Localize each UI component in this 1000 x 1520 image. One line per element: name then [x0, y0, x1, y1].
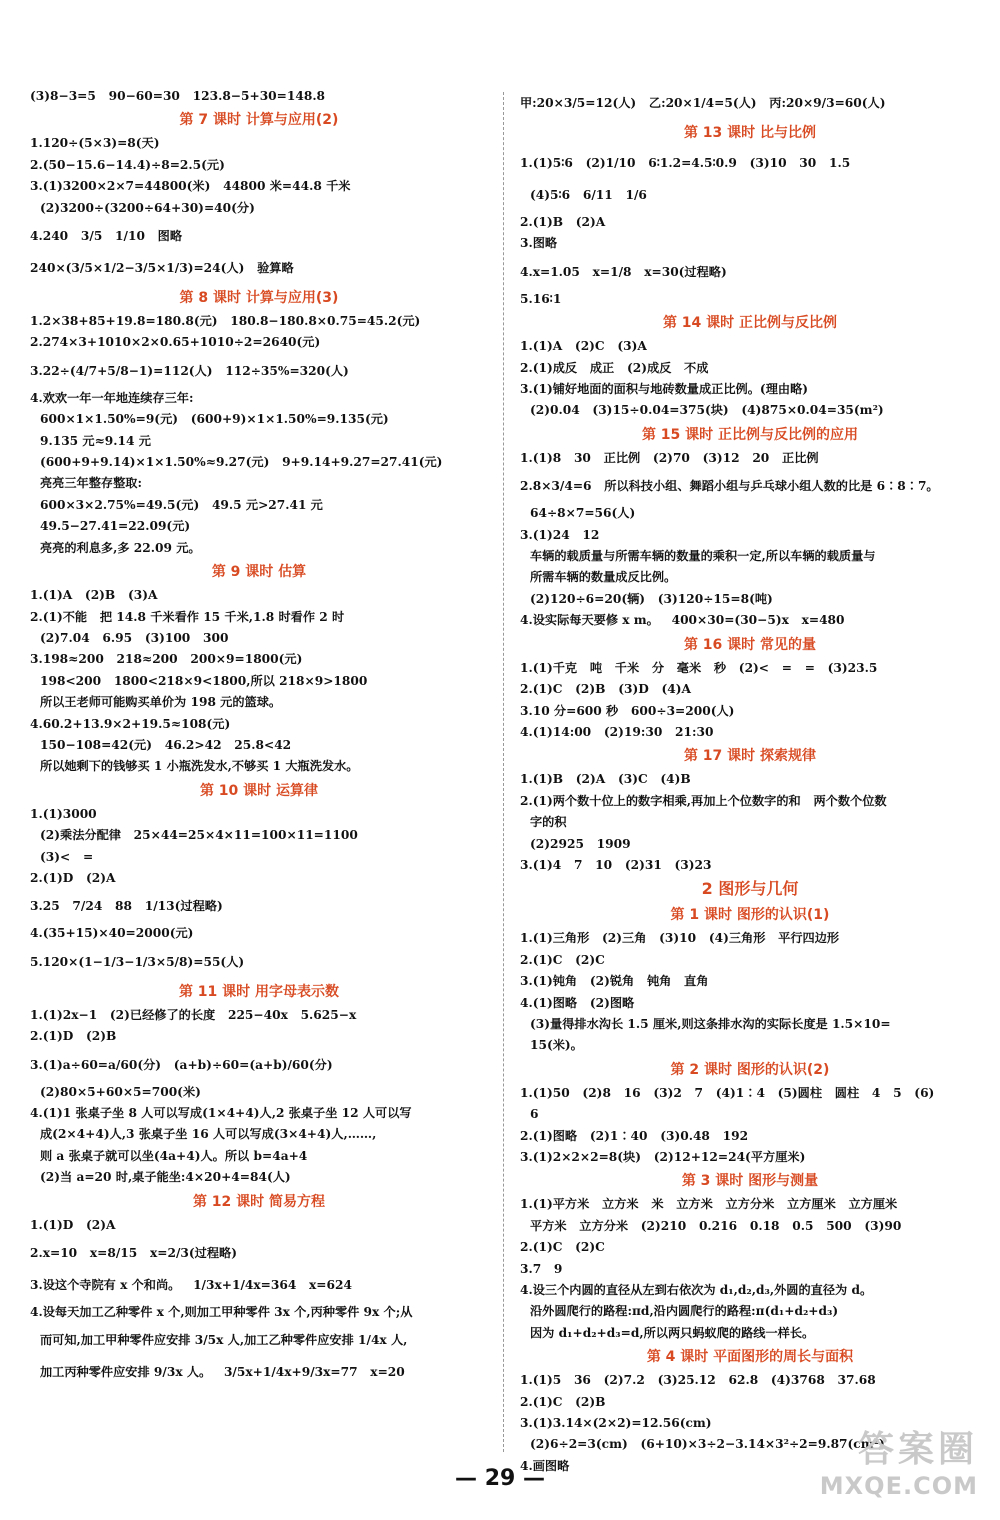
answer-line: (4)5∶6 6/11 1/6: [530, 188, 647, 202]
page-number: — 29 —: [455, 1466, 545, 1491]
answer-line: 亮亮三年整存整取:: [40, 476, 142, 491]
answer-line: 1.(1)2x−1 (2)已经修了的长度 225−40x 5.625−x: [30, 1007, 357, 1022]
answer-line: 5.120×(1−1/3−1/3×5/8)=55(人): [30, 954, 245, 969]
answer-line: 4.60.2+13.9×2+19.5≈108(元): [30, 716, 231, 731]
answer-line: 所需车辆的数量成反比例。: [530, 570, 677, 585]
answer-line: 1.(1)平方米 立方米 米 立方米 立方分米 立方厘米 立方厘米: [520, 1197, 898, 1212]
answer-line: 而可知,加工甲种零件应安排 3/5x 人,加工乙种零件应安排 1/4x 人,: [40, 1333, 408, 1348]
answer-line: 2.(50−15.6−14.4)÷8=2.5(元): [30, 157, 225, 172]
answer-line: (2)3200÷(3200÷64+30)=40(分): [40, 200, 255, 215]
answer-line: 1.120÷(5×3)=8(天): [30, 136, 160, 151]
answer-line: 2.(1)不能 把 14.8 千米看作 15 千米,1.8 时看作 2 时: [30, 609, 345, 624]
answer-line: (2)2925 1909: [530, 836, 631, 851]
lesson-heading: 第 2 课时 图形的认识(2): [670, 1061, 830, 1078]
answer-line: 2.(1)图略 (2)1∶40 (3)0.48 192: [520, 1128, 749, 1143]
lesson-heading: 第 11 课时 用字母表示数: [178, 983, 340, 1000]
answer-line: (3)< =: [40, 849, 94, 864]
answer-line: 4.(35+15)×40=2000(元): [30, 926, 194, 941]
watermark-logo-text: 答案圈: [857, 1429, 978, 1470]
answer-line: 平方米 立方分米 (2)210 0.216 0.18 0.5 500 (3)90: [530, 1218, 902, 1233]
answer-line: (2)120÷6=20(辆) (3)120÷15=8(吨): [530, 591, 773, 606]
answer-line: 2.(1)C (2)B: [520, 1394, 606, 1409]
answer-line: 4.设实际每天要修 x m。 400×30=(30−5)x x=480: [520, 613, 845, 628]
answer-line: 3.10 分=600 秒 600÷3=200(人): [520, 703, 735, 718]
answer-line: (2)当 a=20 时,桌子能坐:4×20+4=84(人): [40, 1170, 291, 1185]
answer-line: 5.16∶1: [520, 291, 562, 306]
lesson-heading: 第 12 课时 简易方程: [192, 1193, 326, 1210]
answer-line: 9.135 元≈9.14 元: [40, 433, 151, 448]
answer-line: (2)80×5+60×5=700(米): [40, 1084, 201, 1099]
answer-line: 甲:20×3/5=12(人) 乙:20×1/4=5(人) 丙:20×9/3=60(人): [520, 96, 886, 110]
answer-line: 1.(1)A (2)B (3)A: [30, 588, 158, 603]
lesson-heading: 第 8 课时 计算与应用(3): [179, 290, 339, 307]
answer-line: 2.x=10 x=8/15 x=2/3(过程略): [30, 1246, 237, 1261]
answer-line: 3.(1)24 12: [520, 527, 600, 542]
answer-line: 4.x=1.05 x=1/8 x=30(过程略): [520, 264, 727, 279]
answer-line: 150−108=42(元) 46.2>42 25.8<42: [40, 737, 292, 752]
answer-line: 2.(1)成反 成正 (2)成反 不成: [520, 360, 709, 375]
answer-line: 1.(1)8 30 正比例 (2)70 (3)12 20 正比例: [520, 450, 819, 465]
answer-line: 3.(1)3.14×(2×2)=12.56(cm): [520, 1416, 712, 1431]
answer-line: 2.(1)B (2)A: [520, 215, 606, 229]
lesson-heading: 第 7 课时 计算与应用(2): [179, 112, 339, 129]
lesson-heading: 2 图形与几何: [701, 879, 799, 899]
lesson-heading: 第 10 课时 运算律: [199, 782, 319, 799]
answer-line: 2.(1)D (2)A: [30, 870, 116, 885]
answer-line: 1.(1)B (2)A (3)C (4)B: [520, 772, 691, 787]
answer-line: 1.(1)A (2)C (3)A: [520, 339, 647, 354]
answer-line: 6: [530, 1107, 539, 1122]
answer-line: 3.(1)铺好地面的面积与地砖数量成正比例。(理由略): [520, 382, 809, 397]
answer-line: 1.(1)3000: [30, 806, 97, 821]
answer-line: 64÷8×7=56(人): [530, 506, 636, 521]
answer-line: 600×1×1.50%=9(元) (600+9)×1×1.50%=9.135(元): [40, 412, 389, 427]
answer-line: 2.(1)C (2)C: [520, 952, 605, 967]
answer-line: 2.(1)两个数十位上的数字相乘,再加上个位数字的和 两个数个位数: [520, 793, 887, 808]
answer-line: 2.274×3+1010×2×0.65+1010÷2=2640(元): [30, 335, 321, 350]
answer-line: 加工丙种零件应安排 9/3x 人。 3/5x+1/4x+9/3x=77 x=20: [40, 1365, 405, 1380]
watermark-url: MXQE.COM: [819, 1472, 978, 1500]
lesson-heading: 第 9 课时 估算: [211, 564, 307, 581]
lesson-heading: 第 3 课时 图形与测量: [681, 1173, 819, 1190]
answer-line: 2.(1)C (2)C: [520, 1240, 605, 1255]
answer-line: 2.(1)C (2)B (3)D (4)A: [520, 682, 691, 697]
answer-line: 3.(1)3200×2×7=44800(米) 44800 米=44.8 千米: [30, 179, 351, 194]
lesson-heading: 第 14 课时 正比例与反比例: [662, 315, 838, 332]
answer-line: 1.(1)三角形 (2)三角 (3)10 (4)三角形 平行四边形: [520, 931, 840, 946]
answer-line: 3.25 7/24 88 1/13(过程略): [30, 899, 223, 914]
answer-line: 因为 d₁+d₂+d₃=d,所以两只蚂蚁爬的路线一样长。: [530, 1325, 815, 1340]
column-divider: [503, 92, 504, 1452]
answer-line: 成(2×4+4)人,3 张桌子坐 16 人可以写成(3×4+4)人,……,: [40, 1127, 377, 1142]
answer-line: 3.7 9: [520, 1261, 563, 1276]
answer-line: 1.2×38+85+19.8=180.8(元) 180.8−180.8×0.75=45.2(元): [30, 314, 421, 329]
answer-line: 4.欢欢一年一年地连续存三年:: [30, 390, 194, 405]
answer-line: 3.198≈200 218≈200 200×9=1800(元): [30, 652, 303, 667]
answer-line: 240×(3/5×1/2−3/5×1/3)=24(人) 验算略: [30, 261, 294, 276]
answer-line: 4.(1)图略 (2)图略: [520, 995, 635, 1010]
answer-line: 600×3×2.75%=49.5(元) 49.5 元>27.41 元: [40, 497, 323, 512]
answer-line: 3.(1)4 7 10 (2)31 (3)23: [520, 857, 712, 872]
lesson-heading: 第 13 课时 比与比例: [683, 125, 817, 141]
answer-line: 4.(1)1 张桌子坐 8 人可以写成(1×4+4)人,2 张桌子坐 12 人可以写: [30, 1106, 412, 1120]
answer-line: 2.(1)D (2)B: [30, 1029, 117, 1044]
answer-line: (2)乘法分配律 25×44=25×4×11=100×11=1100: [40, 828, 358, 843]
answer-line: 4.画图略: [520, 1458, 570, 1473]
answer-line: (3)8−3=5 90−60=30 123.8−5+30=148.8: [30, 89, 326, 103]
answer-line: 3.(1)2×2×2=8(块) (2)12+12=24(平方厘米): [520, 1150, 806, 1164]
answer-line: 字的积: [530, 815, 567, 830]
lesson-heading: 第 1 课时 图形的认识(1): [670, 907, 830, 924]
answer-line: 4.设每天加工乙种零件 x 个,则加工甲种零件 3x 个,丙种零件 9x 个;从: [30, 1305, 413, 1320]
answer-line: 49.5−27.41=22.09(元): [40, 519, 191, 534]
right-column: [520, 86, 980, 1477]
answer-line: 4.(1)14:00 (2)19:30 21:30: [520, 724, 714, 739]
answer-line: 沿外圆爬行的路程:πd,沿内圆爬行的路程:π(d₁+d₂+d₃): [530, 1304, 839, 1319]
answer-line: 2.8×3/4=6 所以科技小组、舞蹈小组与乒乓球小组人数的比是 6∶8∶7。: [520, 479, 939, 494]
answer-line: 1.(1)5 36 (2)7.2 (3)25.12 62.8 (4)3768 37.68: [520, 1373, 876, 1388]
answer-line: 则 a 张桌子就可以坐(4a+4)人。所以 b=4a+4: [40, 1148, 308, 1163]
lesson-heading: 第 16 课时 常见的量: [683, 636, 817, 653]
answer-line: (2)7.04 6.95 (3)100 300: [40, 630, 229, 645]
answer-line: 3.设这个寺院有 x 个和尚。 1/3x+1/4x=364 x=624: [30, 1278, 352, 1293]
answer-line: 1.(1)D (2)A: [30, 1217, 116, 1232]
answer-line: 亮亮的利息多,多 22.09 元。: [40, 540, 201, 555]
answer-line: 4.240 3/5 1/10 图略: [30, 229, 183, 244]
answer-line: 1.(1)千克 吨 千米 分 毫米 秒 (2)< = = (3)23.5: [520, 660, 878, 675]
answer-line: 4.设三个内圆的直径从左到右依次为 d₁,d₂,d₃,外圆的直径为 d。: [520, 1283, 873, 1298]
answer-line: (3)量得排水沟长 1.5 厘米,则这条排水沟的实际长度是 1.5×10=: [530, 1016, 891, 1031]
answer-line: (2)6÷2=3(cm) (6+10)×3÷2−3.14×3²÷2=9.87(cm²): [530, 1437, 885, 1452]
lesson-heading: 第 15 课时 正比例与反比例的应用: [641, 426, 859, 443]
answer-line: 所以王老师可能购买单价为 198 元的篮球。: [40, 695, 282, 710]
left-column: [30, 86, 488, 1389]
lesson-heading: 第 17 课时 探索规律: [683, 748, 817, 765]
answer-line: 3.(1)钝角 (2)锐角 钝角 直角: [520, 974, 709, 989]
answer-line: 3.22÷(4/7+5/8−1)=112(人) 112÷35%=320(人): [30, 363, 349, 378]
answer-line: 15(米)。: [530, 1038, 583, 1053]
answer-line: 1.(1)5∶6 (2)1/10 6∶1.2=4.5∶0.9 (3)10 30 1.5: [520, 156, 851, 170]
answer-line: 198<200 1800<218×9<1800,所以 218×9>1800: [40, 673, 368, 688]
answer-line: 1.(1)50 (2)8 16 (3)2 7 (4)1∶4 (5)圆柱 圆柱 4 5 (6): [520, 1085, 935, 1100]
lesson-heading: 第 4 课时 平面图形的周长与面积: [646, 1349, 854, 1366]
answer-line: 所以她剩下的钱够买 1 小瓶洗发水,不够买 1 大瓶洗发水。: [40, 759, 359, 774]
answer-line: (600+9+9.14)×1×1.50%≈9.27(元) 9+9.14+9.27=27.41(元): [40, 455, 443, 470]
answer-line: 3.(1)a÷60=a/60(分) (a+b)÷60=(a+b)/60(分): [30, 1057, 333, 1072]
watermark: [788, 1421, 978, 1500]
answer-line: 车辆的载质量与所需车辆的数量的乘积一定,所以车辆的载质量与: [530, 549, 876, 564]
answer-line: (2)0.04 (3)15÷0.04=375(块) (4)875×0.04=35(m²): [530, 403, 884, 418]
answer-line: 3.图略: [520, 236, 558, 251]
